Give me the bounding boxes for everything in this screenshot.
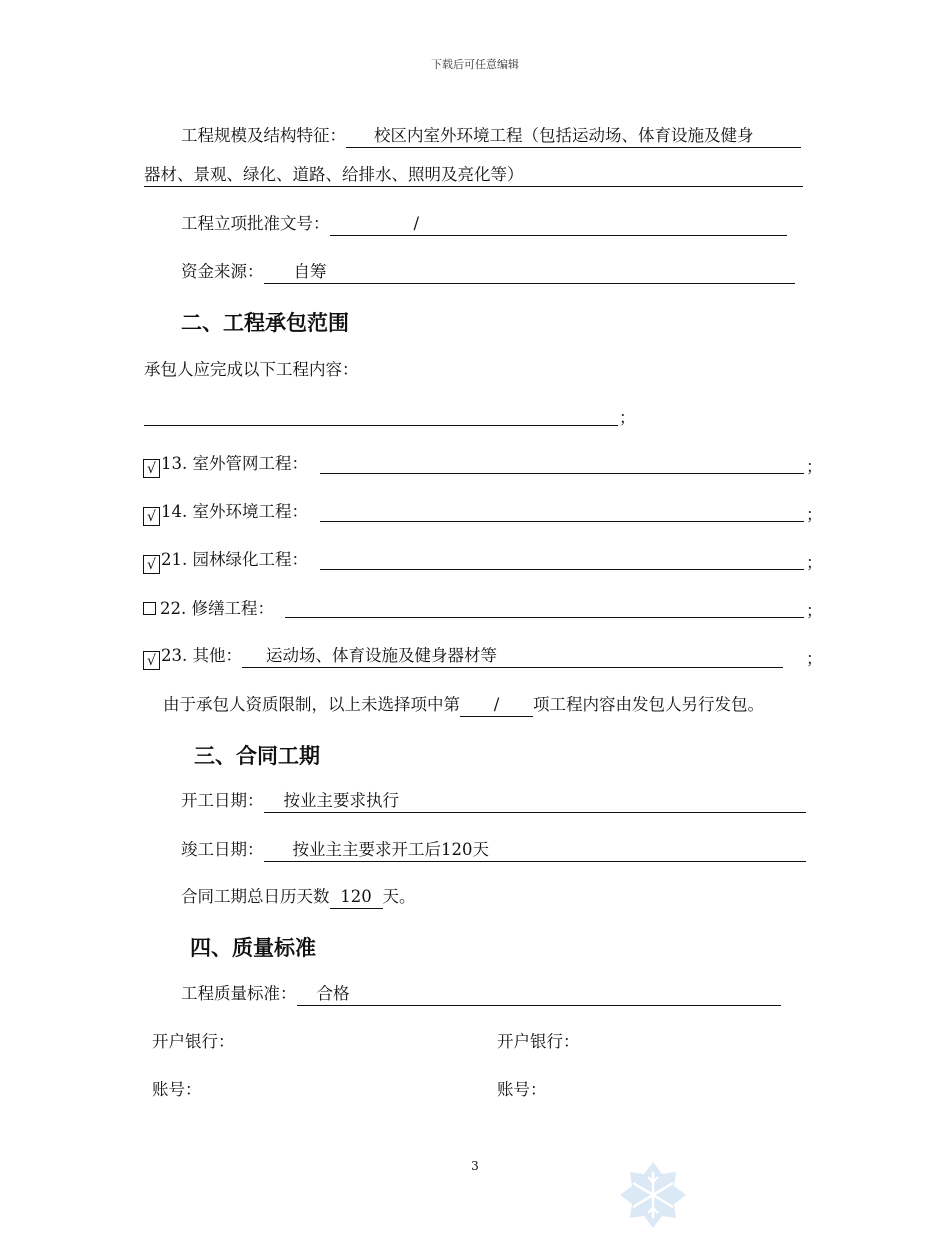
scale-row-2 bbox=[144, 167, 803, 187]
scope-item-21-end: ； bbox=[806, 553, 823, 572]
checkbox-checked-icon[interactable]: √ bbox=[143, 507, 160, 526]
scope-item-label: 23. 其他： bbox=[161, 646, 242, 665]
page-number: 3 bbox=[471, 1159, 479, 1173]
scope-item-23[interactable] bbox=[143, 648, 783, 670]
section2-title: 二、工程承包范围 bbox=[181, 311, 349, 335]
funding-value: 自筹 bbox=[264, 264, 795, 284]
scale-value-line2: 器材、景观、绿化、道路、给排水、照明及亮化等） bbox=[144, 167, 803, 187]
right-account-label: 账号： bbox=[497, 1080, 547, 1099]
scale-row-1 bbox=[181, 128, 801, 148]
funding-label: 资金来源： bbox=[181, 262, 264, 281]
scope-item-22-line bbox=[285, 617, 804, 618]
section4-title: 四、质量标准 bbox=[190, 936, 316, 960]
end-date-value: 按业主主要求开工后120天 bbox=[264, 842, 806, 862]
approval-row bbox=[181, 216, 787, 236]
scope-item-23-end: ； bbox=[806, 649, 823, 668]
scope-item-22[interactable] bbox=[143, 601, 274, 618]
total-days-value: 120 bbox=[330, 889, 383, 909]
section3-title: 三、合同工期 bbox=[194, 744, 320, 768]
scope-item-14-end: ； bbox=[806, 505, 823, 524]
snowflake-watermark-icon bbox=[618, 1160, 688, 1230]
checkbox-checked-icon[interactable]: √ bbox=[143, 459, 160, 478]
section2-blank-line-end: ； bbox=[619, 408, 636, 427]
end-date-row bbox=[181, 842, 806, 862]
scope-note-suffix: 项工程内容由发包人另行发包。 bbox=[533, 695, 764, 714]
quality-row bbox=[181, 986, 781, 1006]
checkbox-checked-icon[interactable]: √ bbox=[143, 651, 160, 670]
approval-value: / bbox=[330, 216, 787, 236]
scope-item-21-line bbox=[320, 569, 804, 570]
funding-row bbox=[181, 264, 795, 284]
scope-item-label: 22. 修缮工程： bbox=[160, 599, 274, 618]
left-bank-label: 开户银行： bbox=[152, 1032, 235, 1051]
end-date-label: 竣工日期： bbox=[181, 840, 264, 859]
start-date-label: 开工日期： bbox=[181, 791, 264, 810]
section2-intro: 承包人应完成以下工程内容： bbox=[144, 360, 359, 379]
scope-item-14[interactable] bbox=[143, 504, 308, 526]
checkbox-empty-icon[interactable] bbox=[143, 602, 156, 615]
quality-value: 合格 bbox=[297, 986, 781, 1006]
scope-item-13[interactable] bbox=[143, 456, 308, 478]
page-header: 下载后可任意编辑 bbox=[431, 58, 519, 71]
scope-item-label: 14. 室外环境工程： bbox=[161, 502, 308, 521]
scope-item-label: 21. 园林绿化工程： bbox=[161, 550, 308, 569]
scope-item-23-value: 运动场、体育设施及健身器材等 bbox=[242, 648, 783, 668]
quality-label: 工程质量标准： bbox=[181, 984, 297, 1003]
scale-label: 工程规模及结构特征： bbox=[181, 126, 346, 145]
right-bank-label: 开户银行： bbox=[497, 1032, 580, 1051]
section2-blank-line bbox=[144, 425, 618, 426]
scope-item-13-line bbox=[320, 473, 804, 474]
total-days-row bbox=[181, 889, 416, 909]
scope-note-value: / bbox=[460, 697, 533, 717]
scope-item-21[interactable] bbox=[143, 552, 308, 574]
left-account-label: 账号： bbox=[152, 1080, 202, 1099]
scope-item-14-line bbox=[320, 521, 804, 522]
start-date-value: 按业主要求执行 bbox=[264, 793, 806, 813]
start-date-row bbox=[181, 793, 806, 813]
approval-label: 工程立项批准文号： bbox=[181, 214, 330, 233]
total-days-suffix: 天。 bbox=[382, 887, 416, 906]
scope-item-22-end: ； bbox=[806, 601, 823, 620]
total-days-prefix: 合同工期总日历天数 bbox=[181, 887, 330, 906]
scope-note bbox=[163, 697, 764, 717]
scope-item-13-end: ； bbox=[806, 457, 823, 476]
scope-note-prefix: 由于承包人资质限制，以上未选择项中第 bbox=[163, 695, 460, 714]
checkbox-checked-icon[interactable]: √ bbox=[143, 555, 160, 574]
scale-value-line1: 校区内室外环境工程（包括运动场、体育设施及健身 bbox=[346, 128, 801, 148]
scope-item-label: 13. 室外管网工程： bbox=[161, 454, 308, 473]
